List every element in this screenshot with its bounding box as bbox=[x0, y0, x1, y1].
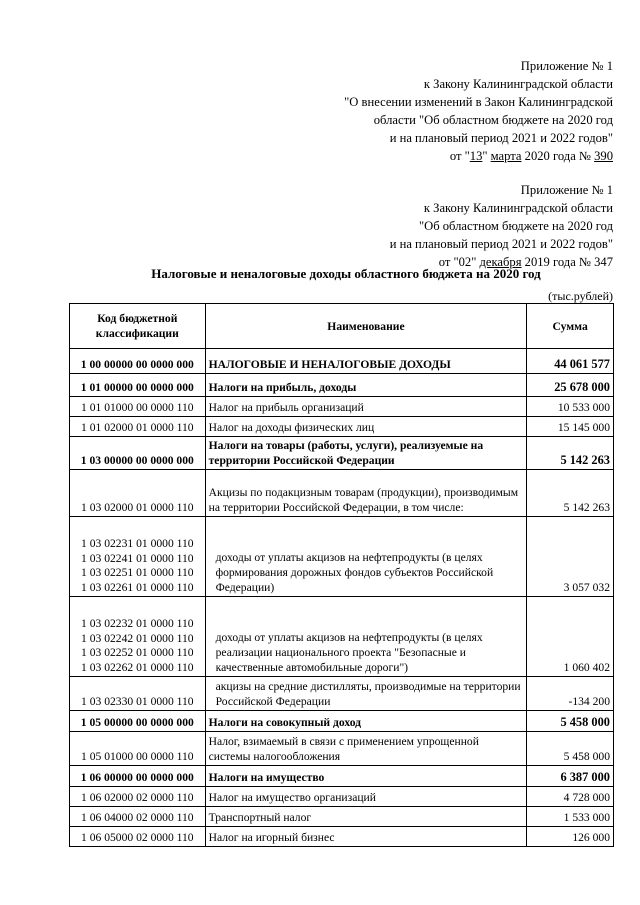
row-code: 1 03 00000 00 0000 000 bbox=[70, 437, 206, 470]
row-sum: 6 387 000 bbox=[527, 766, 614, 787]
row-name: доходы от уплаты акцизов на нефтепродукты (в целях реализации национального проекта "Безопасные и качественные автомобильные дороги") bbox=[205, 597, 527, 677]
table-row bbox=[70, 807, 614, 827]
row-name: Налоги на имущество bbox=[205, 766, 527, 787]
row-sum: 25 678 000 bbox=[527, 374, 614, 397]
appendix-1-line1: Приложение № 1 bbox=[520, 59, 613, 73]
row-name: Налоги на прибыль, доходы bbox=[205, 374, 527, 397]
row-name: Акцизы по подакцизным товарам (продукции), производимым на территории Российской Федерации, в том числе: bbox=[205, 470, 527, 517]
document-title: Налоговые и неналоговые доходы областного бюджета на 2020 год bbox=[151, 266, 541, 281]
row-name: Транспортный налог bbox=[205, 807, 527, 827]
appendix-2-header bbox=[390, 181, 613, 271]
row-sum: 5 458 000 bbox=[527, 732, 614, 766]
row-sum: 1 060 402 bbox=[527, 597, 614, 677]
appendix-1-line5: и на плановый период 2021 и 2022 годов" bbox=[389, 131, 613, 145]
row-sum: -134 200 bbox=[527, 677, 614, 711]
row-sum: 15 145 000 bbox=[527, 417, 614, 437]
appendix-1-date-month: марта bbox=[490, 149, 522, 163]
table-row bbox=[70, 827, 614, 847]
row-code: 1 01 00000 00 0000 000 bbox=[70, 374, 206, 397]
table-row bbox=[70, 349, 614, 374]
row-code-line: 1 03 02262 01 0000 110 bbox=[81, 660, 194, 674]
row-sum: 5 458 000 bbox=[527, 711, 614, 732]
row-sum: 1 533 000 bbox=[527, 807, 614, 827]
appendix-2-line3: "Об областном бюджете на 2020 год bbox=[418, 219, 613, 233]
row-code: 1 01 01000 00 0000 110 bbox=[70, 397, 206, 417]
appendix-1-date: от "13" марта 2020 года № 390 bbox=[449, 149, 613, 163]
header-sum: Сумма bbox=[527, 304, 614, 349]
table-row bbox=[70, 597, 614, 677]
appendix-2-line4: и на плановый период 2021 и 2022 годов" bbox=[389, 237, 613, 251]
row-code: 1 06 04000 02 0000 110 bbox=[70, 807, 206, 827]
row-code-line: 1 03 02232 01 0000 110 bbox=[81, 617, 194, 630]
table-row bbox=[70, 437, 614, 470]
appendix-1-line2: к Закону Калининградской области bbox=[423, 77, 613, 91]
units-label: (тыс.рублей) bbox=[548, 289, 613, 303]
table-row bbox=[70, 766, 614, 787]
appendix-2-date-month: декабря bbox=[479, 255, 522, 269]
row-code: 1 06 00000 00 0000 000 bbox=[70, 766, 206, 787]
appendix-1-date-day: 13 bbox=[469, 149, 483, 163]
row-code: 1 00 00000 00 0000 000 bbox=[70, 349, 206, 374]
appendix-2-line2: к Закону Калининградской области bbox=[423, 201, 613, 215]
table-row bbox=[70, 397, 614, 417]
table-row bbox=[70, 470, 614, 517]
row-code-line: 1 03 02231 01 0000 110 bbox=[81, 537, 194, 550]
appendix-1-line4: области "Об областном бюджете на 2020 год bbox=[373, 113, 613, 127]
row-code: 1 06 02000 02 0000 110 bbox=[70, 787, 206, 807]
appendix-1-date-number: 390 bbox=[594, 149, 613, 163]
row-sum: 3 057 032 bbox=[527, 517, 614, 597]
row-sum: 5 142 263 bbox=[527, 437, 614, 470]
row-sum: 5 142 263 bbox=[527, 470, 614, 517]
appendix-1-header bbox=[344, 57, 613, 165]
row-code: 1 05 01000 00 0000 110 bbox=[70, 732, 206, 766]
row-code: 1 06 05000 02 0000 110 bbox=[70, 827, 206, 847]
table-header-row bbox=[70, 304, 614, 349]
table-row bbox=[70, 787, 614, 807]
row-code-line: 1 03 02251 01 0000 110 bbox=[81, 566, 194, 579]
row-name: Налог на прибыль организаций bbox=[205, 397, 527, 417]
row-code-line: 1 03 02252 01 0000 110 bbox=[81, 646, 194, 659]
row-sum: 10 533 000 bbox=[527, 397, 614, 417]
row-name: Налог на имущество организаций bbox=[205, 787, 527, 807]
table-row bbox=[70, 374, 614, 397]
row-code-line: 1 03 02241 01 0000 110 bbox=[81, 551, 194, 565]
row-code: 1 03 02330 01 0000 110 bbox=[70, 677, 206, 711]
row-name: акцизы на средние дистилляты, производимые на территории Российской Федерации bbox=[205, 677, 527, 711]
row-sum: 4 728 000 bbox=[527, 787, 614, 807]
row-name: НАЛОГОВЫЕ И НЕНАЛОГОВЫЕ ДОХОДЫ bbox=[205, 349, 527, 374]
row-sum: 44 061 577 bbox=[527, 349, 614, 374]
table-row bbox=[70, 732, 614, 766]
row-name: Налоги на совокупный доход bbox=[205, 711, 527, 732]
row-name: Налоги на товары (работы, услуги), реализуемые на территории Российской Федерации bbox=[205, 437, 527, 470]
row-name: доходы от уплаты акцизов на нефтепродукты (в целях формирования дорожных фондов субъектов Российской Федерации) bbox=[205, 517, 527, 597]
table-row bbox=[70, 677, 614, 711]
row-code: 1 05 00000 00 0000 000 bbox=[70, 711, 206, 732]
row-code-line: 1 03 02261 01 0000 110 bbox=[81, 580, 194, 594]
row-name: Налог на доходы физических лиц bbox=[205, 417, 527, 437]
row-name: Налог на игорный бизнес bbox=[205, 827, 527, 847]
row-code bbox=[70, 517, 206, 597]
table-row bbox=[70, 711, 614, 732]
table-row bbox=[70, 517, 614, 597]
table-row bbox=[70, 417, 614, 437]
appendix-1-line3: "О внесении изменений в Закон Калининградской bbox=[344, 95, 613, 109]
revenue-table bbox=[69, 303, 614, 847]
row-code-line: 1 03 02242 01 0000 110 bbox=[81, 631, 194, 645]
row-name: Налог, взимаемый в связи с применением упрощенной системы налогообложения bbox=[205, 732, 527, 766]
appendix-2-date: от "02" декабря 2019 года № 347 bbox=[438, 255, 613, 269]
row-code: 1 01 02000 01 0000 110 bbox=[70, 417, 206, 437]
row-code: 1 03 02000 01 0000 110 bbox=[70, 470, 206, 517]
header-code: Код бюджетной классификации bbox=[70, 304, 206, 349]
appendix-2-line1: Приложение № 1 bbox=[520, 183, 613, 197]
header-name: Наименование bbox=[205, 304, 527, 349]
row-sum: 126 000 bbox=[527, 827, 614, 847]
row-code bbox=[70, 597, 206, 677]
